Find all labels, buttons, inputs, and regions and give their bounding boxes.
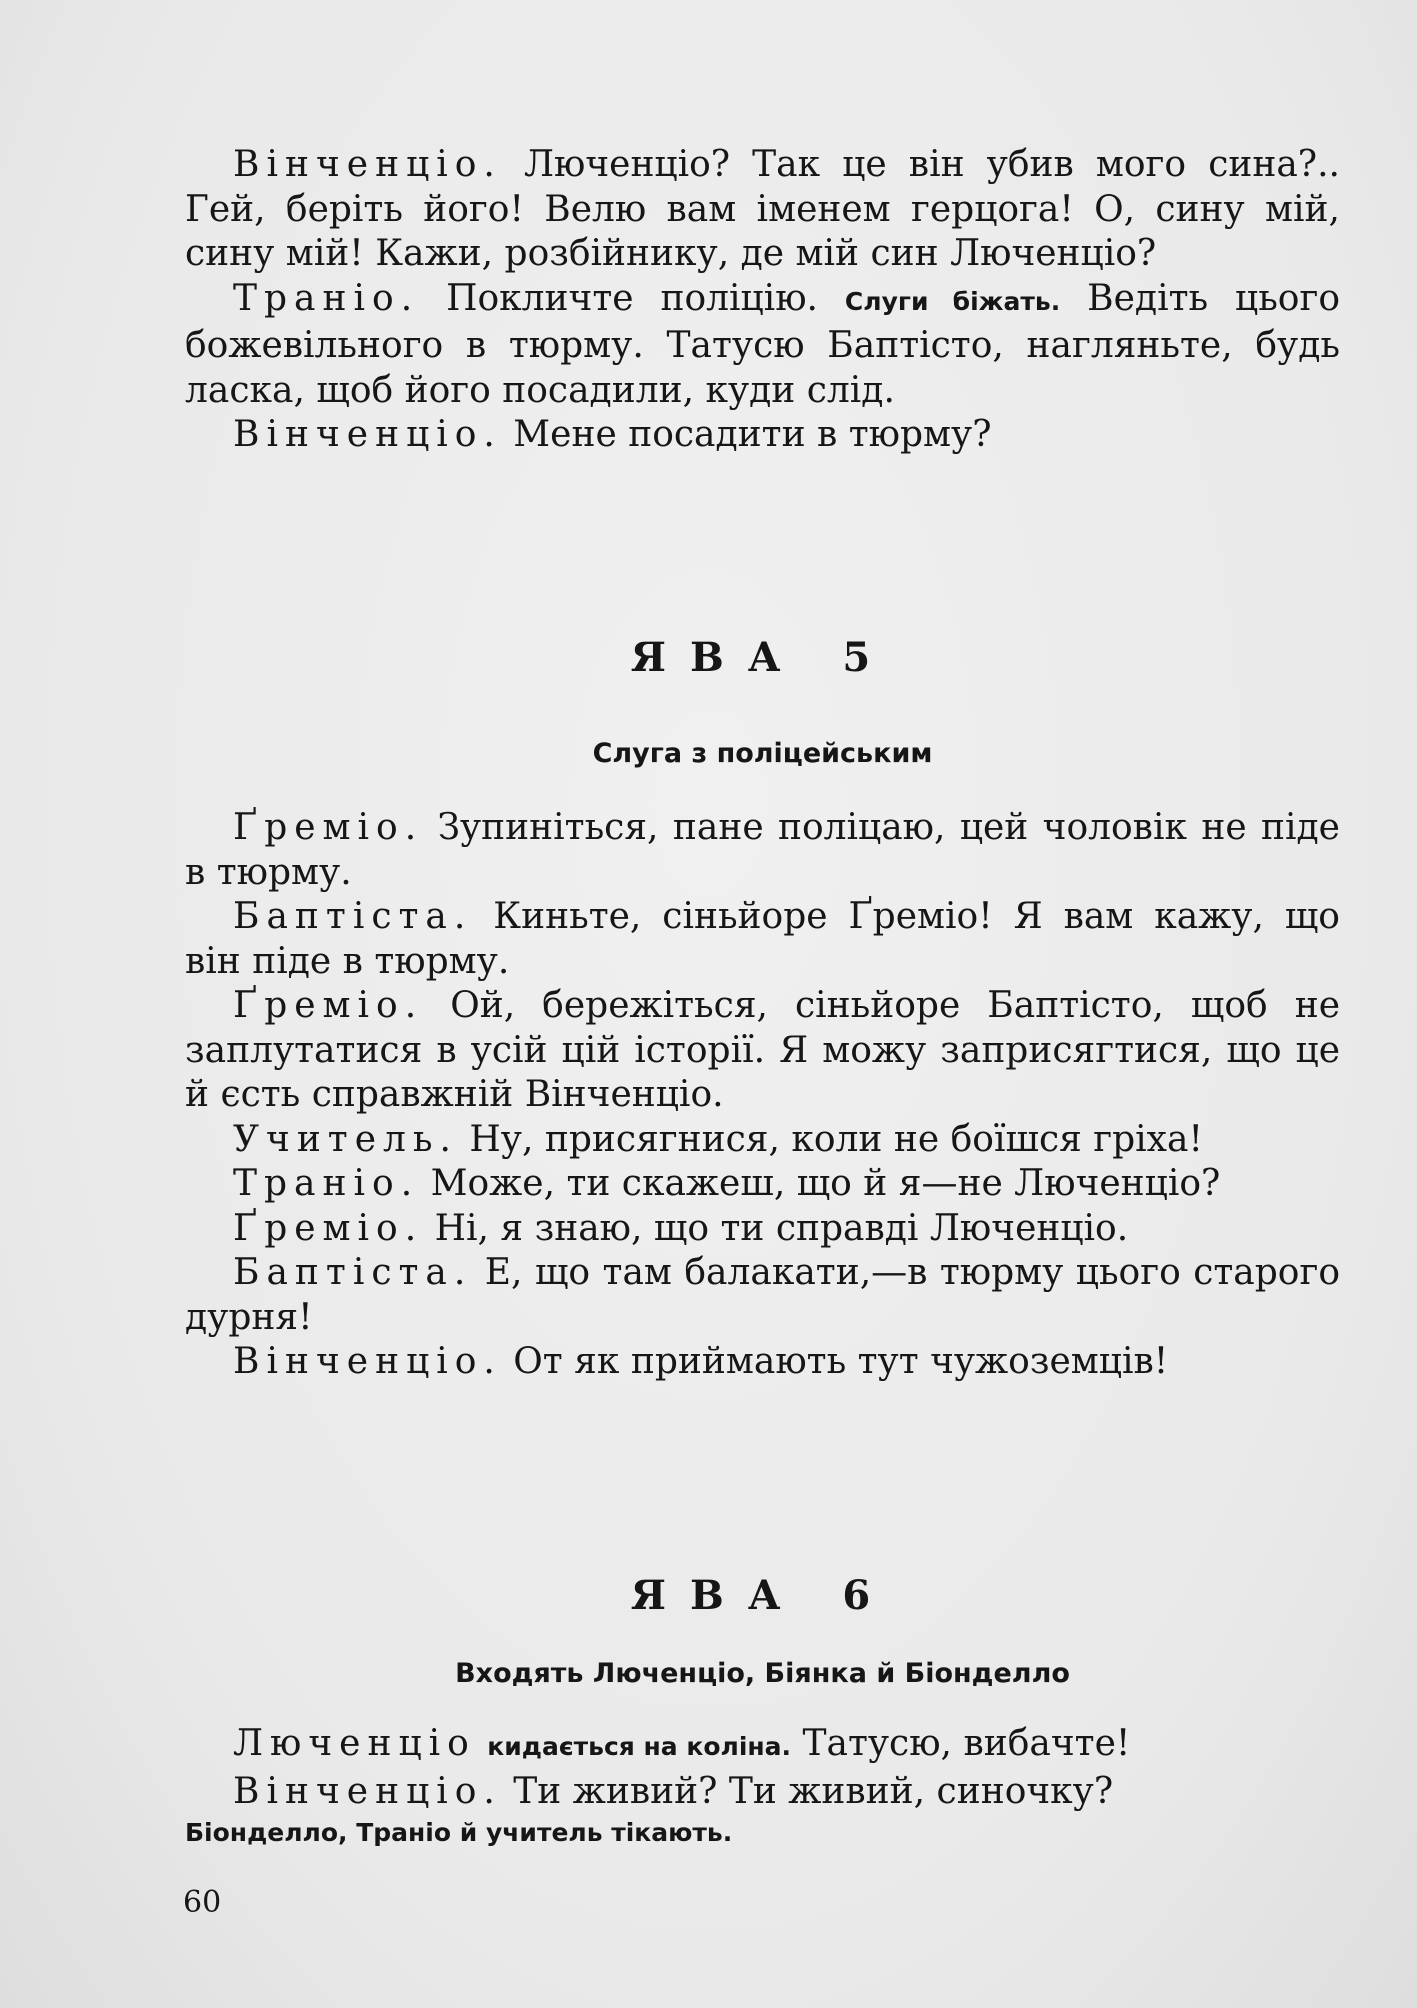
inline-stage-direction: кидається на коліна. [487, 1732, 792, 1761]
speaker-name: Ґреміо. [233, 807, 424, 848]
speaker-name: Траніо. [233, 1163, 420, 1204]
dialogue-line [185, 806, 1340, 895]
line-text: Ти живий? Ти живий, синочку? [513, 1770, 1114, 1812]
speaker-name: Учитель. [233, 1118, 458, 1160]
speaker-name: Люченціо [233, 1723, 476, 1764]
scene6-dialogue [185, 1722, 1340, 1814]
line-text: Мене посадити в тюрму? [513, 414, 992, 455]
line-text: Киньте, сіньйоре Ґреміо! Я вам кажу, що він піде в тюрму. [185, 896, 1340, 982]
dialogue-line [185, 1162, 1340, 1207]
speaker-name: Ґреміо. [233, 985, 424, 1026]
speaker-name: Ґреміо. [233, 1207, 424, 1249]
dialogue-line [185, 1340, 1340, 1385]
dialogue-line [185, 1770, 1340, 1815]
dialogue-line [185, 413, 1340, 458]
line-text: Ні, я знаю, що ти справді Люченціо. [434, 1207, 1129, 1249]
inline-stage-direction: Слуги біжать. [844, 286, 1061, 316]
scene-stage-direction: Входять Люченціо, Біянка й Біонделло [455, 1658, 1070, 1689]
line-text: Покличте поліцію. [446, 277, 818, 319]
dialogue-line [185, 895, 1340, 984]
scene5-dialogue [185, 806, 1340, 1385]
scene-stage-direction: Слуга з поліцейським [592, 738, 933, 769]
line-text: Ой, бережіться, сіньйоре Баптісто, щоб не заплутатися в усій цій історії. Я можу заприсягтися, що це й єсть справжній Вінченціо. [185, 985, 1340, 1115]
page-number: 60 [183, 1885, 222, 1920]
dialogue-line [185, 277, 1340, 414]
line-text: Може, ти скажеш, що й я—не Люченціо? [430, 1163, 1221, 1204]
line-text: Люченціо? Так це він убив мого сина?.. Гей, беріть його! Велю вам іменем герцога! О, сину мій, сину мій! Кажи, розбійнику, де мій син Люченціо? [185, 144, 1340, 274]
dialogue-line [185, 1207, 1340, 1252]
line-text: От як приймають тут чужоземців! [513, 1341, 1169, 1382]
line-text: Зупиніться, пане поліцаю, цей чоловік не піде в тюрму. [185, 807, 1340, 893]
exit-stage-direction: Біонделло, Траніо й учитель тікають. [185, 1818, 733, 1847]
dialogue-line [185, 1251, 1340, 1340]
speaker-name: Вінченціо. [233, 1341, 502, 1382]
speaker-name: Вінченціо. [233, 1770, 502, 1812]
speaker-name: Баптіста. [233, 1252, 473, 1293]
scene-title: ЯВА 6 [630, 1572, 895, 1619]
speaker-name: Вінченціо. [233, 414, 502, 455]
scene4-dialogue [185, 143, 1340, 458]
speaker-name: Баптіста. [233, 896, 473, 937]
speaker-name: Вінченціо. [233, 144, 502, 185]
speaker-name: Траніо. [233, 277, 420, 319]
scene-title: ЯВА 5 [630, 634, 895, 681]
dialogue-line [185, 143, 1340, 277]
dialogue-line [185, 1118, 1340, 1163]
dialogue-line [185, 984, 1340, 1118]
line-text: Ведіть цього божевільного в тюрму. Татусю Баптісто, нагляньте, будь ласка, щоб його посадили, куди слід. [185, 277, 1340, 411]
line-text: Е, що там балакати,—в тюрму цього старого дурня! [185, 1252, 1340, 1338]
line-text: Татусю, вибачте! [802, 1723, 1131, 1764]
line-text: Ну, присягнися, коли не боїшся гріха! [469, 1118, 1203, 1160]
dialogue-line [185, 1722, 1340, 1770]
